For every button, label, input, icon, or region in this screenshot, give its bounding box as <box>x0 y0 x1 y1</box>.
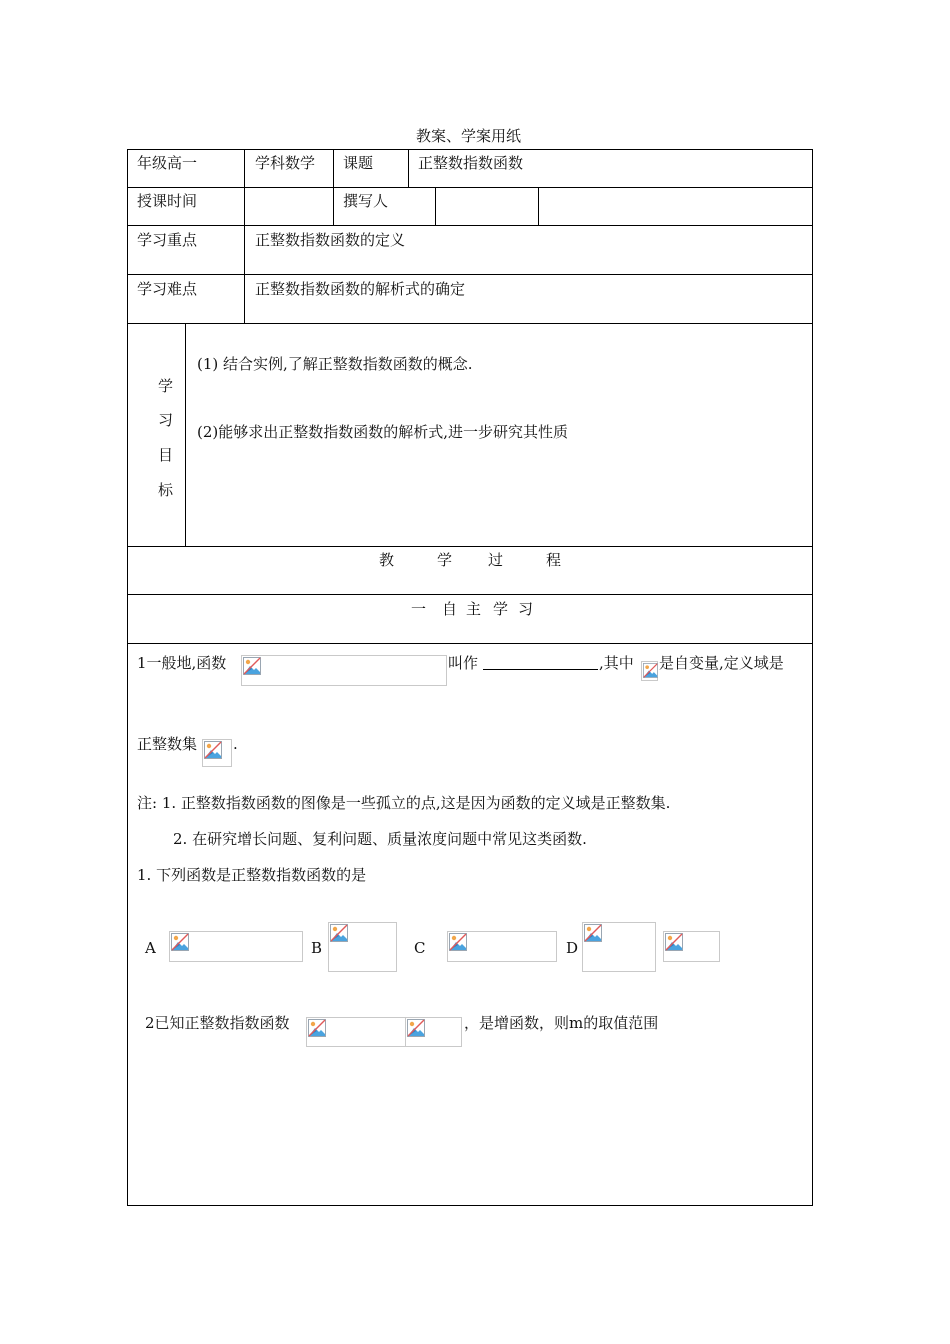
broken-image-icon <box>308 1019 326 1037</box>
definition-text: 正整数集 <box>137 735 198 753</box>
document-page: 教案、学案用纸 年级高一 学科数学 课题 正整数指数函数 授课时间 撰写人 学习重点 正整数指数函数的定义 学习难点 正整数指数函数的解析式的确定 学 习 目 标 (1) 结合实例,了解正整数指数函数的概念. (2)能够求出正整数指数函数的解析式,进一步研究其性质 教 学 过 程 一 自 主 学 习 1一般地,函数 叫作 ,其中 是自变量,定义域是 正整数集 . 注: 1. 正整数指数函数的图像是一些孤立的点,这是因为函数的定义域是正整数集. 2. 在研究增长问题、复利问题、质量浓度问题中常见这类函数. 1. 下列函数是正整数指数函数的是 A B C D 2已知正整数指数函数 ，是增函数，则m的取值范围 <box>0 0 950 1344</box>
broken-image-icon <box>243 657 261 675</box>
page-title: 教案、学案用纸 <box>416 127 522 145</box>
focus-label: 学习重点 <box>137 231 198 249</box>
definition-text: 是自变量,定义域是 <box>659 654 784 672</box>
broken-image-icon <box>584 924 602 942</box>
question-2-tail: ，是增函数，则m的取值范围 <box>464 1014 659 1032</box>
option-b-image <box>328 922 397 972</box>
question-1: 1. 下列函数是正整数指数函数的是 <box>137 866 367 884</box>
option-label-a: A <box>145 939 156 957</box>
option-label-d: D <box>566 939 579 957</box>
grade-cell: 年级高一 <box>137 154 198 172</box>
blank-underline <box>483 669 598 670</box>
option-d-image <box>582 922 656 972</box>
note-1: 注: 1. 正整数指数函数的图像是一些孤立的点,这是因为函数的定义域是正整数集. <box>137 794 671 812</box>
option-label-b: B <box>311 939 323 957</box>
definition-text: . <box>233 735 238 753</box>
domain-image <box>202 739 232 767</box>
option-d-extra-image <box>663 931 720 962</box>
goals-label-char: 学 <box>158 377 174 395</box>
author-label: 撰写人 <box>343 192 389 210</box>
broken-image-icon <box>330 924 348 942</box>
topic-label: 课题 <box>343 154 374 172</box>
time-label: 授课时间 <box>137 192 198 210</box>
goal-item-2: (2)能够求出正整数指数函数的解析式,进一步研究其性质 <box>197 423 569 441</box>
broken-image-icon <box>407 1019 425 1037</box>
q2-function-image <box>306 1017 406 1047</box>
option-c-image <box>447 931 557 962</box>
broken-image-icon <box>171 933 189 951</box>
question-2: 2已知正整数指数函数 <box>145 1014 290 1032</box>
option-a-image <box>169 931 303 962</box>
focus-text: 正整数指数函数的定义 <box>255 231 406 249</box>
variable-image <box>641 661 658 681</box>
broken-image-icon <box>643 663 658 678</box>
formula-image <box>241 655 447 686</box>
goals-label-char: 标 <box>158 481 174 499</box>
broken-image-icon <box>449 933 467 951</box>
broken-image-icon <box>204 741 222 759</box>
definition-text: 叫作 <box>448 654 479 672</box>
broken-image-icon <box>665 933 683 951</box>
definition-text: ,其中 <box>599 654 634 672</box>
goals-label-char: 目 <box>158 446 174 464</box>
option-label-c: C <box>414 939 426 957</box>
goals-label-char: 习 <box>158 411 174 429</box>
difficulty-text: 正整数指数函数的解析式的确定 <box>255 280 466 298</box>
difficulty-label: 学习难点 <box>137 280 198 298</box>
topic-value: 正整数指数函数 <box>418 154 524 172</box>
q2-condition-image <box>405 1017 462 1047</box>
subject-cell: 学科数学 <box>255 154 316 172</box>
goal-item-1: (1) 结合实例,了解正整数指数函数的概念. <box>197 355 473 373</box>
definition-text: 1一般地,函数 <box>137 654 227 672</box>
note-2: 2. 在研究增长问题、复利问题、质量浓度问题中常见这类函数. <box>173 830 587 848</box>
